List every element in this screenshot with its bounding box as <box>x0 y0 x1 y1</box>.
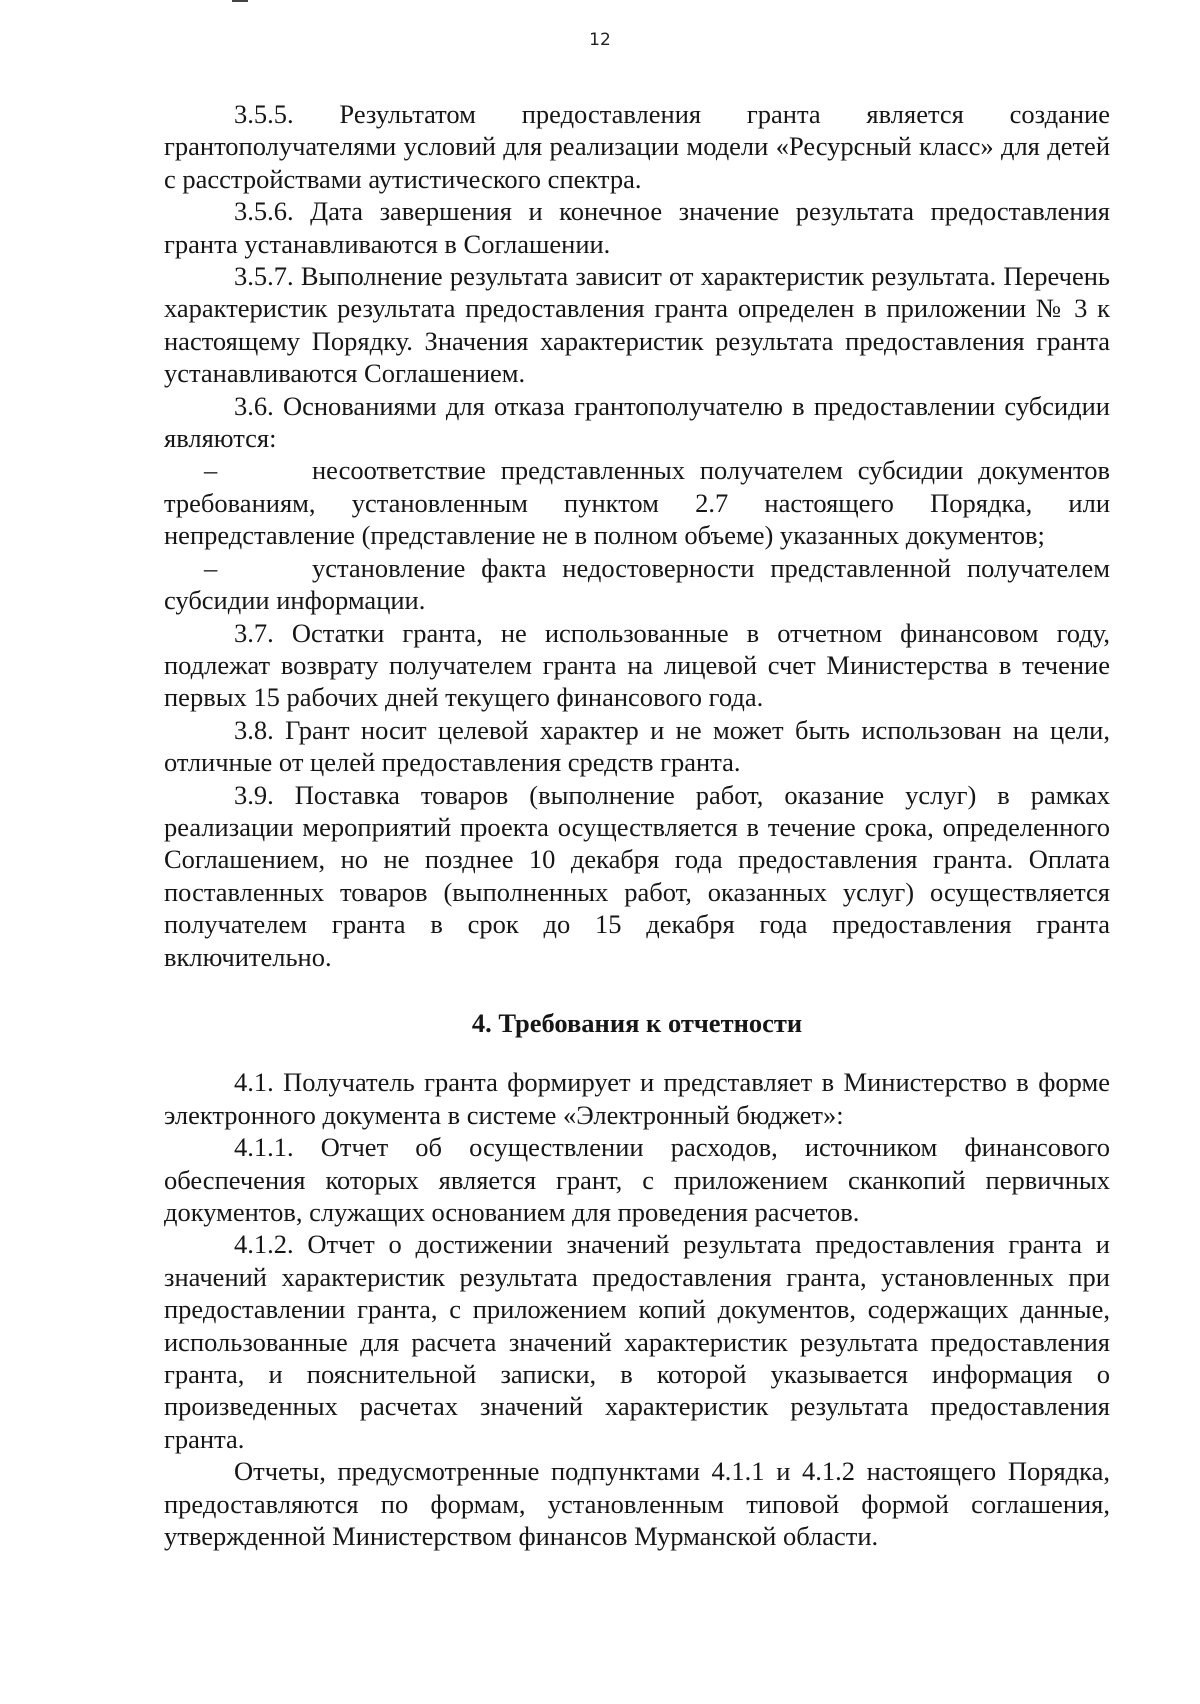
dash-list-item <box>164 454 1110 551</box>
paragraph <box>164 98 1110 195</box>
paragraph-text: 3.7. Остатки гранта, не использованные в отчетном финансовом году, подлежат возврату получателем гранта на лицевой счет Министерства в течение первых 15 рабочих дней текущего финансового года. <box>164 617 1110 713</box>
dash-bullet: – <box>204 455 218 486</box>
paragraph <box>164 617 1110 714</box>
paragraph-text: 3.6. Основаниями для отказа грантополучателю в предоставлении субсидии являются: <box>164 390 1110 454</box>
paragraphs-after <box>164 1066 1110 1552</box>
paragraph-text: 3.5.7. Выполнение результата зависит от характеристик результата. Перечень характеристик результата предоставления гранта определен в приложении № 3 к настоящему Порядку. Значения характеристик результата предоставления гранта устанавливаются Соглашением. <box>164 261 1110 389</box>
paragraph-text: несоответствие представленных получателем субсидии документов требованиям, установленным пунктом 2.7 настоящего Порядка, или непредставление (представление не в полном объеме) указанных документов; <box>164 455 1110 551</box>
scan-edge-mark <box>232 0 248 2</box>
paragraphs-before <box>164 98 1110 973</box>
paragraph <box>164 195 1110 260</box>
paragraph-text: 4.1.1. Отчет об осуществлении расходов, источником финансового обеспечения которых является грант, с приложением сканкопий первичных документов, служащих основанием для проведения расчетов. <box>164 1132 1110 1227</box>
paragraph <box>164 260 1110 390</box>
paragraph-text: установление факта недостоверности представленной получателем субсидии информации. <box>164 552 1110 616</box>
paragraph <box>164 779 1110 973</box>
paragraph <box>164 714 1110 779</box>
paragraph-text: 4.1. Получатель гранта формирует и представляет в Министерство в форме электронного документа в системе «Электронный бюджет»: <box>164 1067 1110 1130</box>
paragraph-text: 3.8. Грант носит целевой характер и не может быть использован на цели, отличные от целей предоставления средств гранта. <box>164 714 1110 778</box>
paragraph-text: 3.5.6. Дата завершения и конечное значение результата предоставления гранта устанавливаются в Соглашении. <box>164 196 1110 259</box>
dash-bullet: – <box>204 552 218 583</box>
paragraph-text: 3.5.5. Результатом предоставления гранта является создание грантополучателями условий для реализации модели «Ресурсный класс» для детей с расстройствами аутистического спектра. <box>164 99 1110 194</box>
section-heading: 4. Требования к отчетности <box>471 1007 803 1038</box>
paragraph-text: 4.1.2. Отчет о достижении значений результата предоставления гранта и значений характеристик результата предоставления гранта, установленных при предоставлении гранта, с приложением копий документов, содержащих данные, использованные для расчета значений характеристик результата предоставления гранта, и пояснительной записки, в которой указывается информация о произведенных расчетах значений характеристик результата предоставления гранта. <box>164 1229 1110 1454</box>
paragraph-text: Отчеты, предусмотренные подпунктами 4.1.1 и 4.1.2 настоящего Порядка, предоставляются по формам, установленным типовой формой соглашения, утвержденной Министерством финансов Мурманской области. <box>164 1456 1110 1552</box>
paragraph <box>164 390 1110 455</box>
page-number: 12 <box>589 30 611 50</box>
paragraph <box>164 1228 1110 1455</box>
document-body <box>164 98 1110 1552</box>
paragraph <box>164 1455 1110 1552</box>
dash-list-item <box>164 552 1110 617</box>
paragraph <box>164 1131 1110 1228</box>
paragraph <box>164 1066 1110 1131</box>
paragraph-text: 3.9. Поставка товаров (выполнение работ, оказание услуг) в рамках реализации мероприятий проекта осуществляется в течение срока, определенного Соглашением, но не позднее 10 декабря года предоставления гранта. Оплата поставленных товаров (выполненных работ, оказанных услуг) осуществляется получателем гранта в срок до 15 декабря года предоставления гранта включительно. <box>164 779 1110 972</box>
